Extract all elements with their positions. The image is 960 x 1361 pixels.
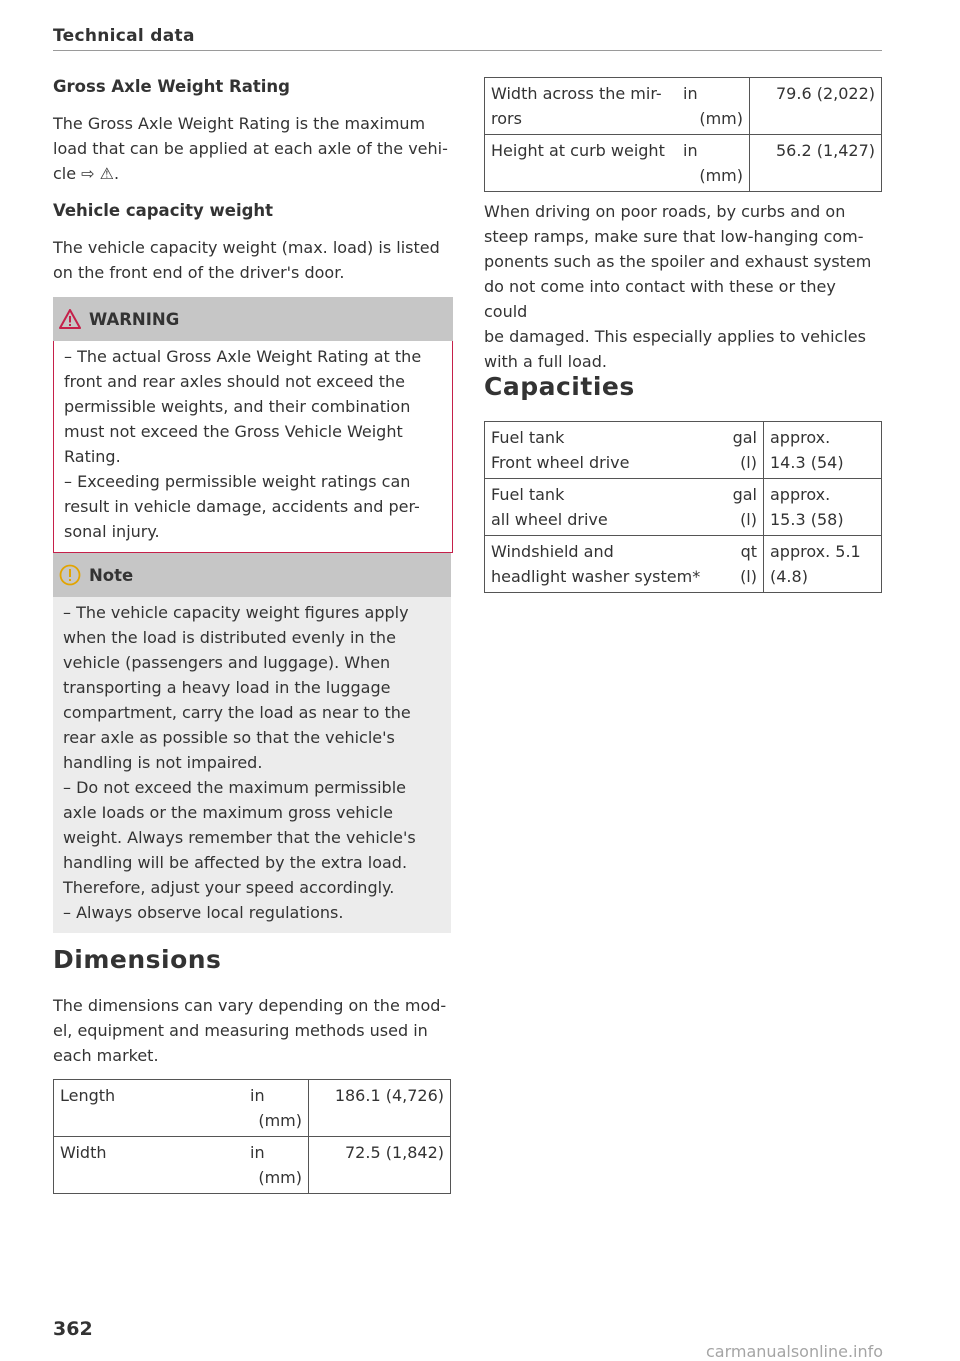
warning-item [64, 469, 442, 544]
text-line: The Gross Axle Weight Rating is the maximum [53, 114, 426, 133]
dimensions-heading: Dimensions [53, 945, 222, 974]
unit-line: (l) [740, 453, 757, 472]
warning-body [54, 341, 452, 552]
warning-box [53, 297, 453, 553]
unit-line: gal [732, 485, 757, 504]
warning-header [53, 297, 453, 341]
value-line: approx. [770, 428, 831, 447]
unit-line: in [250, 1086, 265, 1105]
name-line: Fuel tank [491, 485, 565, 504]
dimensions-table [53, 1079, 451, 1194]
unit-line: (l) [740, 510, 757, 529]
dim-name [485, 78, 678, 135]
dim-unit [216, 1137, 309, 1194]
text-line: – The actual Gross Axle Weight Rating at the [64, 347, 422, 366]
text-line: ponents such as the spoiler and exhaust system [484, 252, 872, 271]
capacities-heading: Capacities [484, 372, 635, 401]
dim-name [485, 135, 678, 192]
dim-unit [677, 135, 750, 192]
text-line: vehicle (passengers and luggage). When [63, 653, 391, 672]
dim-value: 56.2 (1,427) [750, 135, 882, 192]
name-line: Width across the mir- [491, 84, 662, 103]
name-line: Height at curb weight [491, 141, 665, 160]
text-line: weight. Always remember that the vehicle's [63, 828, 416, 847]
text-line: – Always observe local regulations. [63, 903, 344, 922]
unit-line: in [683, 84, 698, 103]
text-line: when the load is distributed evenly in the [63, 628, 396, 647]
text-line: The dimensions can vary depending on the mod- [53, 996, 447, 1015]
unit-line: (mm) [699, 109, 743, 128]
text-line: The vehicle capacity weight (max. load) is listed [53, 238, 440, 257]
note-item [63, 600, 441, 775]
dim-value: 79.6 (2,022) [750, 78, 882, 135]
text-line: transporting a heavy load in the luggage [63, 678, 391, 697]
text-line: front and rear axles should not exceed the [64, 372, 405, 391]
text-line: rear axle as possible so that the vehicle's [63, 728, 395, 747]
name-line: Front wheel drive [491, 453, 630, 472]
page-header-title: Technical data [53, 26, 195, 46]
text-line: sonal injury. [64, 522, 160, 541]
gross-axle-text [53, 111, 451, 186]
name-line: headlight washer system* [491, 567, 701, 586]
text-line: compartment, carry the load as near to the [63, 703, 411, 722]
text-line: el, equipment and measuring methods used in [53, 1021, 428, 1040]
text-line: on the front end of the driver's door. [53, 263, 345, 282]
table-row [485, 479, 882, 536]
capacity-unit [707, 536, 764, 593]
text-line: – The vehicle capacity weight figures apply [63, 603, 409, 622]
text-line: – Do not exceed the maximum permissible [63, 778, 406, 797]
vehicle-capacity-text [53, 235, 451, 285]
note-label: Note [89, 565, 134, 585]
dim-unit [216, 1080, 309, 1137]
text-line: each market. [53, 1046, 159, 1065]
unit-line: (l) [740, 567, 757, 586]
dimensions-text [53, 993, 451, 1068]
watermark: carmanualsonline.info [706, 1342, 884, 1361]
table-row [54, 1137, 451, 1194]
capacities-table [484, 421, 882, 593]
text-line: When driving on poor roads, by curbs and on [484, 202, 846, 221]
vehicle-capacity-heading: Vehicle capacity weight [53, 201, 274, 220]
text-line: Therefore, adjust your speed accordingly. [63, 878, 395, 897]
note-circle-icon [59, 564, 81, 586]
table-row [485, 135, 882, 192]
gross-axle-heading: Gross Axle Weight Rating [53, 77, 290, 96]
value-line: (4.8) [770, 567, 808, 586]
dim-unit [677, 78, 750, 135]
unit-line: (mm) [699, 166, 743, 185]
unit-line: (mm) [258, 1111, 302, 1130]
unit-line: in [250, 1143, 265, 1162]
capacity-value [764, 422, 882, 479]
text-line: axle Ioads or the maximum gross vehicle [63, 803, 393, 822]
table-row [485, 536, 882, 593]
warning-triangle-icon [59, 309, 81, 329]
dim-value: 186.1 (4,726) [309, 1080, 451, 1137]
page-number: 362 [53, 1318, 93, 1340]
note-item [63, 900, 441, 925]
table-row [54, 1080, 451, 1137]
note-header [53, 553, 451, 597]
text-line: result in vehicle damage, accidents and per- [64, 497, 420, 516]
table-row [485, 78, 882, 135]
unit-line: qt [740, 542, 757, 561]
text-line: Rating. [64, 447, 121, 466]
note-item [63, 775, 441, 900]
capacity-name [485, 536, 708, 593]
capacity-unit [707, 422, 764, 479]
capacity-value [764, 479, 882, 536]
text-line: steep ramps, make sure that low-hanging com- [484, 227, 864, 246]
value-line: approx. 5.1 [770, 542, 861, 561]
text-line: permissible weights, and their combination [64, 397, 411, 416]
text-line: handling is not impaired. [63, 753, 263, 772]
capacity-name [485, 479, 708, 536]
capacity-value [764, 536, 882, 593]
text-line: must not exceed the Gross Vehicle Weight [64, 422, 403, 441]
note-body [53, 597, 451, 933]
text-line: with a full load. [484, 352, 607, 371]
dim-name: Length [54, 1080, 217, 1137]
text-line: – Exceeding permissible weight ratings can [64, 472, 411, 491]
name-line: Windshield and [491, 542, 614, 561]
dim-value: 72.5 (1,842) [309, 1137, 451, 1194]
note-box [53, 553, 451, 933]
unit-line: (mm) [258, 1168, 302, 1187]
name-line: rors [491, 109, 522, 128]
capacity-name [485, 422, 708, 479]
text-line: handling will be affected by the extra load. [63, 853, 408, 872]
poor-roads-text [484, 199, 884, 374]
header-divider [53, 50, 882, 51]
value-line: 14.3 (54) [770, 453, 844, 472]
warning-label: WARNING [89, 309, 180, 329]
dim-name: Width [54, 1137, 217, 1194]
unit-line: in [683, 141, 698, 160]
text-line: cle ⇨ ⚠. [53, 164, 120, 183]
unit-line: gal [732, 428, 757, 447]
dimensions-table-continued [484, 77, 882, 192]
value-line: 15.3 (58) [770, 510, 844, 529]
text-line: be damaged. This especially applies to vehicles [484, 327, 866, 346]
text-line: load that can be applied at each axle of the vehi- [53, 139, 448, 158]
name-line: Fuel tank [491, 428, 565, 447]
text-line: do not come into contact with these or they could [484, 277, 836, 321]
capacity-unit [707, 479, 764, 536]
value-line: approx. [770, 485, 831, 504]
name-line: all wheel drive [491, 510, 608, 529]
warning-item [64, 344, 442, 469]
table-row [485, 422, 882, 479]
